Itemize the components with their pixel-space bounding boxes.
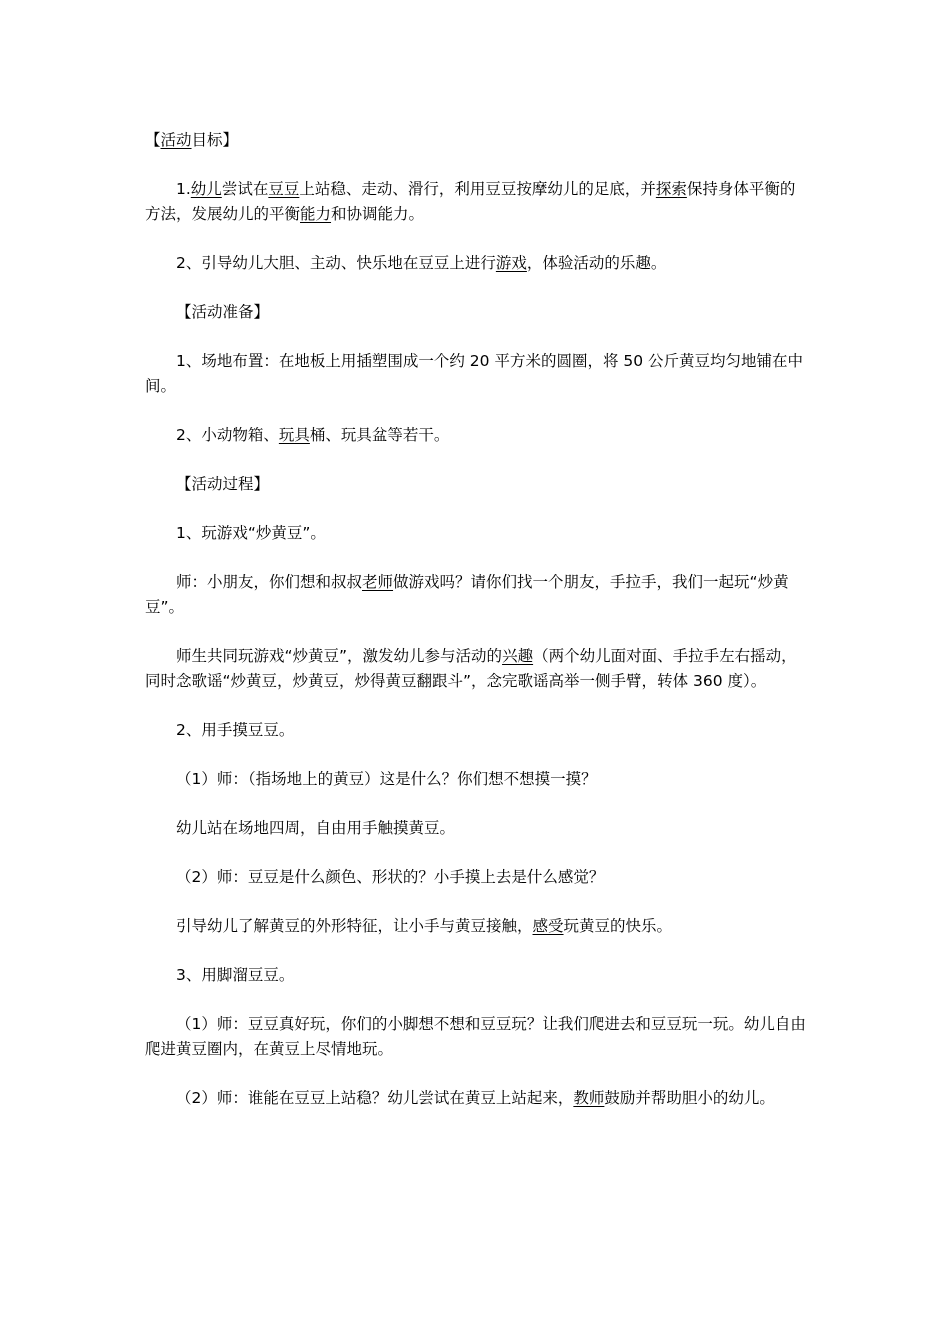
text-run: （1）师：豆豆真好玩，你们的小脚想不想和豆豆玩？让我们爬进去和豆豆玩一玩。幼儿自由爬进黄豆圈内，在黄豆上尽情地玩。 [145,1015,806,1058]
underlined-term: 兴趣 [502,647,534,665]
text-run: 师生共同玩游戏“炒黄豆”，激发幼儿参与活动的 [176,647,503,665]
paragraph [145,128,809,153]
paragraph [145,1012,809,1062]
document-page [145,128,809,1135]
paragraph [145,644,809,694]
text-run: 尝试在 [221,180,269,198]
text-run: 和协调能力。 [331,205,425,223]
paragraph [145,251,809,276]
text-run: 2、用手摸豆豆。 [176,721,295,739]
paragraph [145,816,809,841]
text-run: 【活动过程】 [176,475,270,493]
text-run: 3、用脚溜豆豆。 [176,966,295,984]
paragraph [145,349,809,399]
text-run: （1）师：（指场地上的黄豆）这是什么？你们想不想摸一摸？ [176,770,597,788]
underlined-term: 活动 [160,131,192,149]
text-run: （两个幼儿面对面、手拉手左右摇动，同时念歌谣“炒黄豆，炒黄豆，炒得黄豆翻跟斗”，念完歌谣高举一侧手臂，转体 360 度）。 [145,647,797,690]
text-run: 1、场地布置：在地板上用插塑围成一个约 20 平方米的圆圈，将 50 公斤黄豆均匀地铺在中间。 [145,352,804,395]
text-run: 幼儿站在场地四周，自由用手触摸黄豆。 [176,819,456,837]
text-run: 2、小动物箱、 [176,426,279,444]
underlined-term: 老师 [362,573,394,591]
paragraph [145,300,809,325]
paragraph [145,718,809,743]
underlined-term: 教师 [573,1089,605,1107]
paragraph [145,914,809,939]
paragraph [145,963,809,988]
paragraph [145,767,809,792]
text-run: 做游戏吗？请你们找一个朋友，手拉手，我们一起玩“炒黄豆”。 [145,573,789,616]
text-run: 玩黄豆的快乐。 [563,917,673,935]
paragraph [145,570,809,620]
text-run: 目标】 [191,131,239,149]
underlined-term: 幼儿 [190,180,222,198]
underlined-term: 能力 [300,205,332,223]
text-run: 【 [145,131,161,149]
text-run: 师：小朋友，你们想和叔叔 [176,573,363,591]
paragraph [145,177,809,227]
text-run: 引导幼儿了解黄豆的外形特征，让小手与黄豆接触， [176,917,533,935]
underlined-term: 豆豆 [268,180,300,198]
text-run: 1、玩游戏“炒黄豆”。 [176,524,326,542]
text-run: 【活动准备】 [176,303,270,321]
paragraph [145,423,809,448]
text-run: 1. [176,180,191,198]
paragraph [145,521,809,546]
text-run: （2）师：豆豆是什么颜色、形状的？小手摸上去是什么感觉？ [176,868,605,886]
underlined-term: 探索 [655,180,687,198]
paragraph [145,472,809,497]
text-run: 保持身体平衡的方法，发展幼儿的平衡 [145,180,796,223]
underlined-term: 感受 [532,917,564,935]
text-run: 2、引导幼儿大胆、主动、快乐地在豆豆上进行 [176,254,496,272]
text-run: （2）师：谁能在豆豆上站稳？幼儿尝试在黄豆上站起来， [176,1089,574,1107]
paragraph [145,1086,809,1111]
text-run: 桶、玩具盆等若干。 [309,426,450,444]
underlined-term: 游戏 [495,254,527,272]
paragraph [145,865,809,890]
text-run: 上站稳、走动、滑行，利用豆豆按摩幼儿的足底，并 [299,180,656,198]
text-run: 鼓励并帮助胆小的幼儿。 [604,1089,775,1107]
text-run: ，体验活动的乐趣。 [526,254,667,272]
underlined-term: 玩具 [278,426,310,444]
